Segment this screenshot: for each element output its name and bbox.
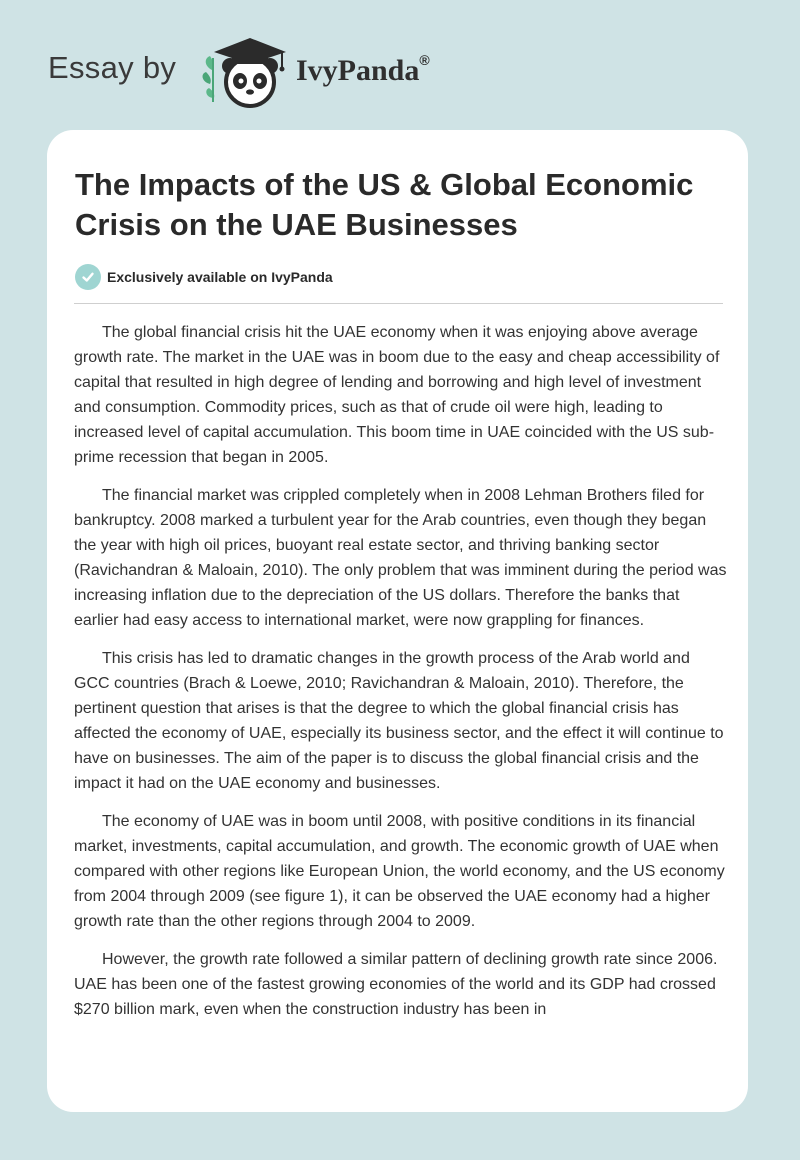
brand-name[interactable]	[296, 54, 430, 88]
page-title: The Impacts of the US & Global Economic Crisis on the UAE Businesses	[75, 167, 694, 242]
paragraph: This crisis has led to dramatic changes in the growth process of the Arab world and GCC countries (Brach & Loewe, 2010; Ravichandran & Maloain, 2010). Therefore, the pertinent question that arises is that the degree to which the global financial crisis has affected the economy of UAE, especially its business sector, and the effect it will continue to have on businesses. The aim of the paper is to discuss the global financial crisis and the impact it had on the UAE economy and businesses.	[74, 650, 724, 792]
exclusive-badge	[75, 264, 333, 290]
paragraph: The financial market was crippled completely when in 2008 Lehman Brothers filed for bankruptcy. 2008 marked a turbulent year for the Arab countries, even though they began the year with high oil prices, buoyant real estate sector, and thriving banking sector (Ravichandran & Maloain, 2010). The only problem that was imminent during the period was increasing inflation due to the depreciation of the US dollars. Therefore the banks that earlier had easy access to international market, were now grappling for finances.	[74, 487, 727, 629]
essay-card	[47, 130, 748, 1112]
ivypanda-logo-icon[interactable]	[200, 36, 296, 112]
paragraph: The economy of UAE was in boom until 2008, with positive conditions in its financial market, investments, capital accumulation, and growth. The economic growth of UAE when compared with other regions like European Union, the world economy, and the US economy from 2004 through 2009 (see figure 1), it can be observed the UAE economy had a higher growth rate than the other regions through 2004 to 2009.	[74, 813, 725, 930]
divider	[74, 303, 723, 304]
badge-label: Exclusively available on IvyPanda	[107, 269, 333, 285]
registered-mark: ®	[419, 52, 430, 68]
paragraph: However, the growth rate followed a similar pattern of declining growth rate since 2006. UAE has been one of the fastest growing economies of the world and its GDP had crossed $270 billion mark, even when the construction industry has been in	[74, 951, 718, 1018]
brand-label: IvyPanda	[296, 54, 420, 87]
check-icon	[75, 264, 101, 290]
essay-body	[74, 320, 728, 1035]
essay-by-label: Essay by	[48, 50, 177, 85]
site-header	[0, 0, 800, 130]
paragraph: The global financial crisis hit the UAE economy when it was enjoying above average growth rate. The market in the UAE was in boom due to the easy and cheap accessibility of capital that resulted in high degree of lending and borrowing and high level of investment and consumption. Commodity prices, such as that of crude oil were high, leading to increased level of capital accumulation. This boom time in UAE coincided with the US sub-prime recession that began in 2005.	[74, 324, 720, 466]
